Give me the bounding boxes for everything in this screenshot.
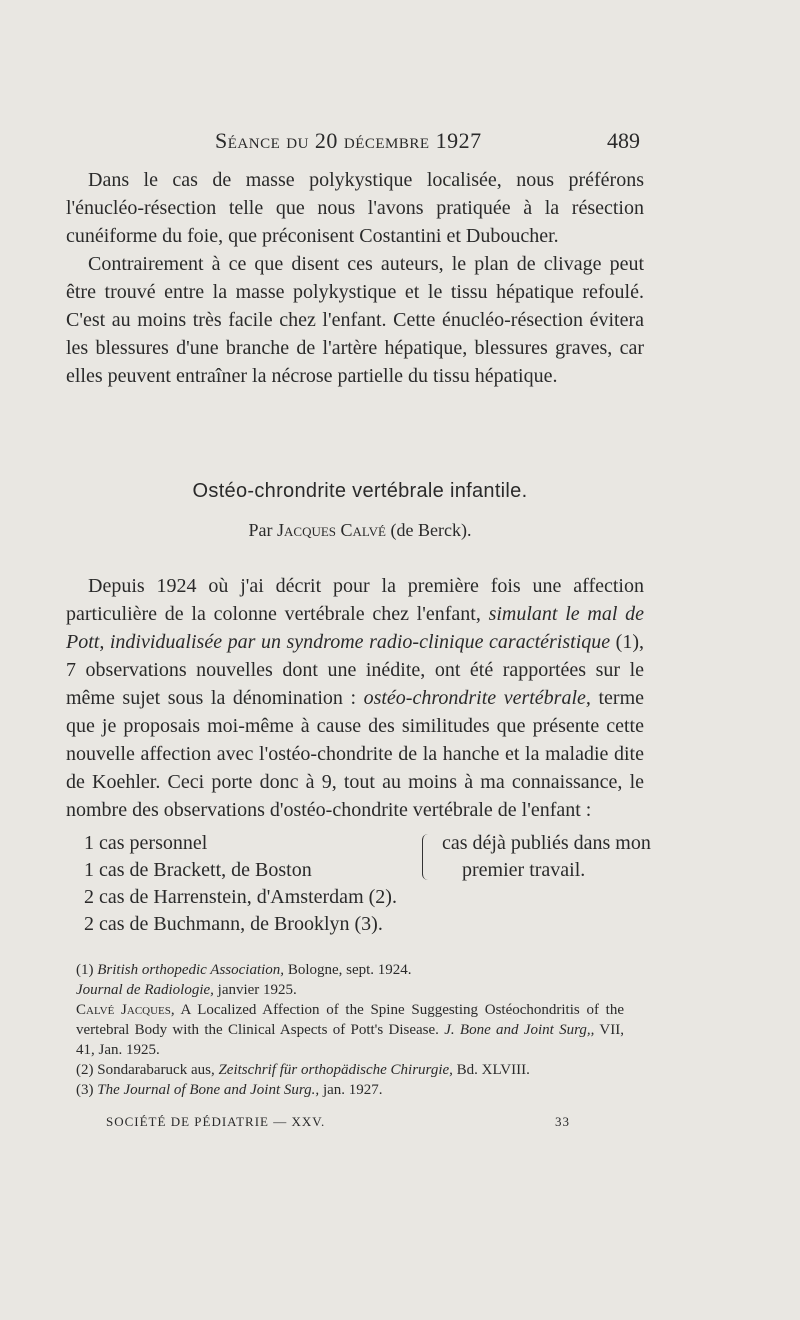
running-title: Séance du 20 décembre 1927: [215, 128, 482, 153]
footnote-3-journal: The Journal of Bone and Joint Surg.,: [97, 1082, 320, 1098]
footer-society: SOCIÉTÉ DE PÉDIATRIE — XXV.: [106, 1114, 326, 1129]
footnote-1-journal-2: J. Bone and Joint Surg,,: [444, 1022, 595, 1038]
footnote-3: [76, 1080, 624, 1100]
footnote-2-volume: Bd. XLVIII.: [452, 1062, 530, 1078]
footnote-1-author: Calvé Jacques,: [76, 1002, 175, 1018]
footer-signature: 33: [555, 1114, 570, 1129]
footnote-2-mark: (2): [76, 1062, 98, 1078]
brace-mark: [422, 834, 431, 880]
body-i1: simulant le mal de Pott, individualisée par un syndrome radio-clinique caractéristique: [66, 603, 644, 653]
footnote-2-journal: Zeitschrif für orthopädische Chirurgie,: [218, 1062, 453, 1078]
footnote-3-mark: (3): [76, 1082, 98, 1098]
paragraph-1: Dans le cas de masse polykystique localisée, nous préférons l'énucléo-résection telle que nous l'avons pratiquée à la résection cunéiforme du foie, que préconisent Costantini et Duboucher.: [66, 169, 644, 247]
body-s1: Depuis 1924 où j'ai décrit pour la première fois une affection particulière de la colonne vertébrale chez l'enfant,: [66, 575, 644, 625]
case-row-3: 2 cas de Harrenstein, d'Amsterdam (2).: [84, 886, 397, 908]
footnote-2: [76, 1060, 624, 1080]
article-byline: [80, 520, 640, 541]
case-row-4: 2 cas de Buchmann, de Brooklyn (3).: [84, 913, 383, 935]
body-s3: terme que je proposais moi-même à cause des similitudes que présente cette nouvelle affection avec l'ostéo-chondrite de la hanche et la maladie dite de Koehler. Ceci porte donc à 9, tout au moins à ma connaissance, le nombre des observations d'ostéo-chondrite vertébrale de l'enfant :: [66, 687, 644, 821]
footnote-1-place: Bologne, sept. 1924.: [284, 962, 412, 978]
byline-affiliation: (de Berck).: [390, 520, 472, 540]
brace-line-2: premier travail.: [462, 859, 586, 881]
byline-author: Jacques Calvé: [277, 520, 386, 540]
case-row-1: 1 cas personnel: [84, 832, 208, 854]
cases-brace-note: [422, 830, 692, 884]
page-footer: [106, 1114, 570, 1130]
footnote-1-line-2: [76, 980, 624, 1000]
footnote-1-volume: VII, 41, Jan. 1925.: [76, 1022, 624, 1058]
footnote-2-author: Sondarabaruck aus,: [97, 1062, 219, 1078]
paragraph-2: Contrairement à ce que disent ces auteurs, le plan de clivage peut être trouvé entre la masse polykystique et le tissu hépatique refoulé. C'est au moins très facile chez l'enfant. Cette énucléo-résection évitera les blessures d'une branche de l'artère hépatique, blessures graves, car elles peuvent entraîner la nécrose partielle du tissu hépatique.: [66, 253, 644, 387]
footnote-3-date: jan. 1927.: [319, 1082, 383, 1098]
running-header: [80, 128, 640, 158]
cases-list: [84, 830, 651, 938]
byline-prefix: Par: [248, 520, 273, 540]
article-body: [66, 572, 644, 824]
body-paragraph: [66, 572, 644, 824]
footnote-1-journal: Journal de Radiologie,: [76, 982, 214, 998]
footnote-1-line-1: [76, 960, 624, 980]
page-number: 489: [607, 128, 640, 153]
body-i2: ostéo-chrondrite vertébrale,: [363, 687, 591, 709]
footnote-1-source: British orthopedic Association,: [97, 962, 285, 978]
case-row-2: 1 cas de Brackett, de Boston: [84, 859, 312, 881]
article-title: Ostéo-chrondrite vertébrale infantile.: [192, 480, 528, 502]
brace-line-1: cas déjà publiés dans mon: [442, 832, 651, 854]
intro-text: [66, 166, 644, 390]
footnote-1-mark: (1): [76, 962, 98, 978]
footnote-1-date: janvier 1925.: [213, 982, 297, 998]
footnote-1-article: A Localized Affection of the Spine Suggesting Ostéochondritis of the vertebral Body with the Clinical Aspects of Pott's Disease.: [76, 1002, 624, 1038]
footnote-1-line-3: [76, 1000, 624, 1060]
body-s2: (1), 7 observations nouvelles dont une inédite, ont été rapportées sur le même sujet sous la dénomination :: [66, 631, 644, 709]
footnotes: [76, 960, 624, 1100]
